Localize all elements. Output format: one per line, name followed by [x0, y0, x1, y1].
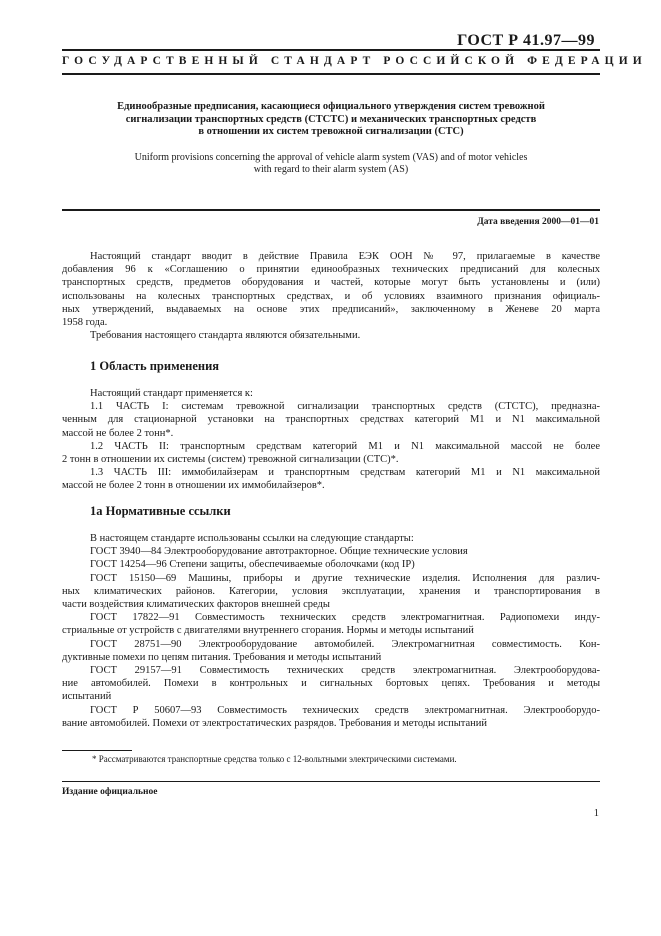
reference-line: ГОСТ 17822—91 Совместимость технических средств электромагнитная. Радиопомехи инду- [90, 612, 600, 624]
section-references-body [62, 532, 600, 730]
text-line: массой не более 2 тонн*. [62, 427, 174, 439]
text-line: транспортных средств, предметов оборудования и частей, которые могут быть установлены и (или) [62, 277, 600, 289]
title-en-line: with regard to their alarm system (AS) [253, 164, 409, 175]
reference-line: испытаний [62, 691, 112, 703]
title-english [62, 152, 600, 176]
reference-line: ние автомобилей. Помехи в контрольных и сигнальных бортовых цепях. Требования и методы [62, 678, 600, 690]
edition-rule [62, 781, 600, 782]
reference-line: ГОСТ 28751—90 Электрооборудование автомобилей. Электромагнитная совместимость. Кон- [90, 638, 600, 650]
state-standard-title: ГОСУДАРСТВЕННЫЙ СТАНДАРТ РОССИЙСКОЙ ФЕДЕРАЦИИ [62, 55, 647, 67]
text-line: 2 тонн в отношении их системы (систем) тревожной сигнализации (СТС)*. [62, 454, 399, 466]
reference-line: ГОСТ 14254—96 Степени защиты, обеспечиваемые оболочками (код IP) [90, 559, 415, 571]
text-line: добавления 96 к «Соглашению о принятии единообразных технических предписаний для колесных [62, 264, 600, 276]
intro-paragraph [62, 250, 600, 342]
page-number: 1 [593, 808, 599, 819]
text-line: 1.2 ЧАСТЬ II: транспортным средствам категорий M1 и N1 максимальной массой не более [90, 440, 600, 452]
section-scope-body [62, 387, 600, 493]
footnote: * Рассматриваются транспортные средства только с 12-вольтными электрическими системами. [92, 754, 457, 764]
footnote-rule [62, 750, 132, 751]
text-line: ных утверждений, выдаваемых на основе этих предписаний», заключенному в Женеве 20 марта [62, 303, 600, 315]
reference-line: ных климатических районов. Категории, условия эксплуатации, хранения и транспортирования в [62, 585, 600, 597]
title-ru-line: Единообразные предписания, касающиеся официального утверждения систем тревожной [117, 101, 545, 112]
text-line: Настоящий стандарт применяется к: [90, 388, 253, 399]
text-line: В настоящем стандарте использованы ссылки на следующие стандарты: [90, 533, 414, 544]
section-heading-references: 1а Нормативные ссылки [90, 504, 231, 518]
text-line: использованы на колесных транспортных средствах, и об условиях взаимного признания официаль- [62, 290, 600, 302]
reference-line: ГОСТ 15150—69 Машины, приборы и другие технические изделия. Исполнения для различ- [90, 572, 600, 584]
text-line: 1.3 ЧАСТЬ III: иммобилайзерам и транспортным средствам категорий M1 и N1 максимальной [90, 467, 600, 479]
reference-line: ГОСТ 29157—91 Совместимость технических средств электромагнитная. Электрооборудова- [90, 665, 600, 677]
reference-line: дуктивные помехи по цепям питания. Требования и методы испытаний [62, 651, 382, 663]
reference-line: ГОСТ Р 50607—93 Совместимость технических средств электромагнитная. Электрооборудо- [90, 704, 600, 716]
text-line: Требования настоящего стандарта являются обязательными. [90, 330, 361, 342]
reference-line: части воздействия климатических факторов внешней среды [62, 599, 330, 611]
title-ru-line: в отношении их систем тревожной сигнализации (СТС) [198, 126, 464, 137]
title-en-line: Uniform provisions concerning the approval of vehicle alarm system (VAS) and of motor vehicles [134, 152, 528, 163]
header-rule-bottom [62, 73, 600, 75]
reference-line: ГОСТ 3940—84 Электрооборудование автотракторное. Общие технические условия [90, 546, 468, 558]
text-line: 1958 года. [62, 317, 108, 329]
date-of-introduction: Дата введения 2000—01—01 [477, 217, 599, 227]
text-line: 1.1 ЧАСТЬ I: системам тревожной сигнализации транспортных средств (СТСТС), предназна- [90, 401, 600, 413]
text-line: ченным для стационарной установки на транспортных средствах категорий M1 и N1 максимальной [62, 414, 600, 426]
reference-line: стриальные от устройств с двигателями внутреннего сгорания. Нормы и методы испытаний [62, 625, 474, 637]
title-russian [62, 101, 600, 139]
header-rule-top [62, 49, 600, 51]
section-heading-scope: 1 Область применения [90, 359, 220, 373]
text-line: Настоящий стандарт вводит в действие Правила ЕЭК ООН № 97, прилагаемые в качестве [90, 251, 600, 262]
reference-line: вание автомобилей. Помехи от электростатических разрядов. Требования и методы испытаний [62, 717, 487, 729]
gost-number: ГОСТ Р 41.97—99 [457, 32, 595, 49]
edition-label: Издание официальное [62, 787, 158, 797]
title-ru-line: сигнализации транспортных средств (СТСТС) и механических транспортных средств [125, 113, 537, 125]
text-line: массой не более 2 тонн в отношении их иммобилайзеров*. [62, 480, 325, 492]
title-rule [62, 209, 600, 211]
